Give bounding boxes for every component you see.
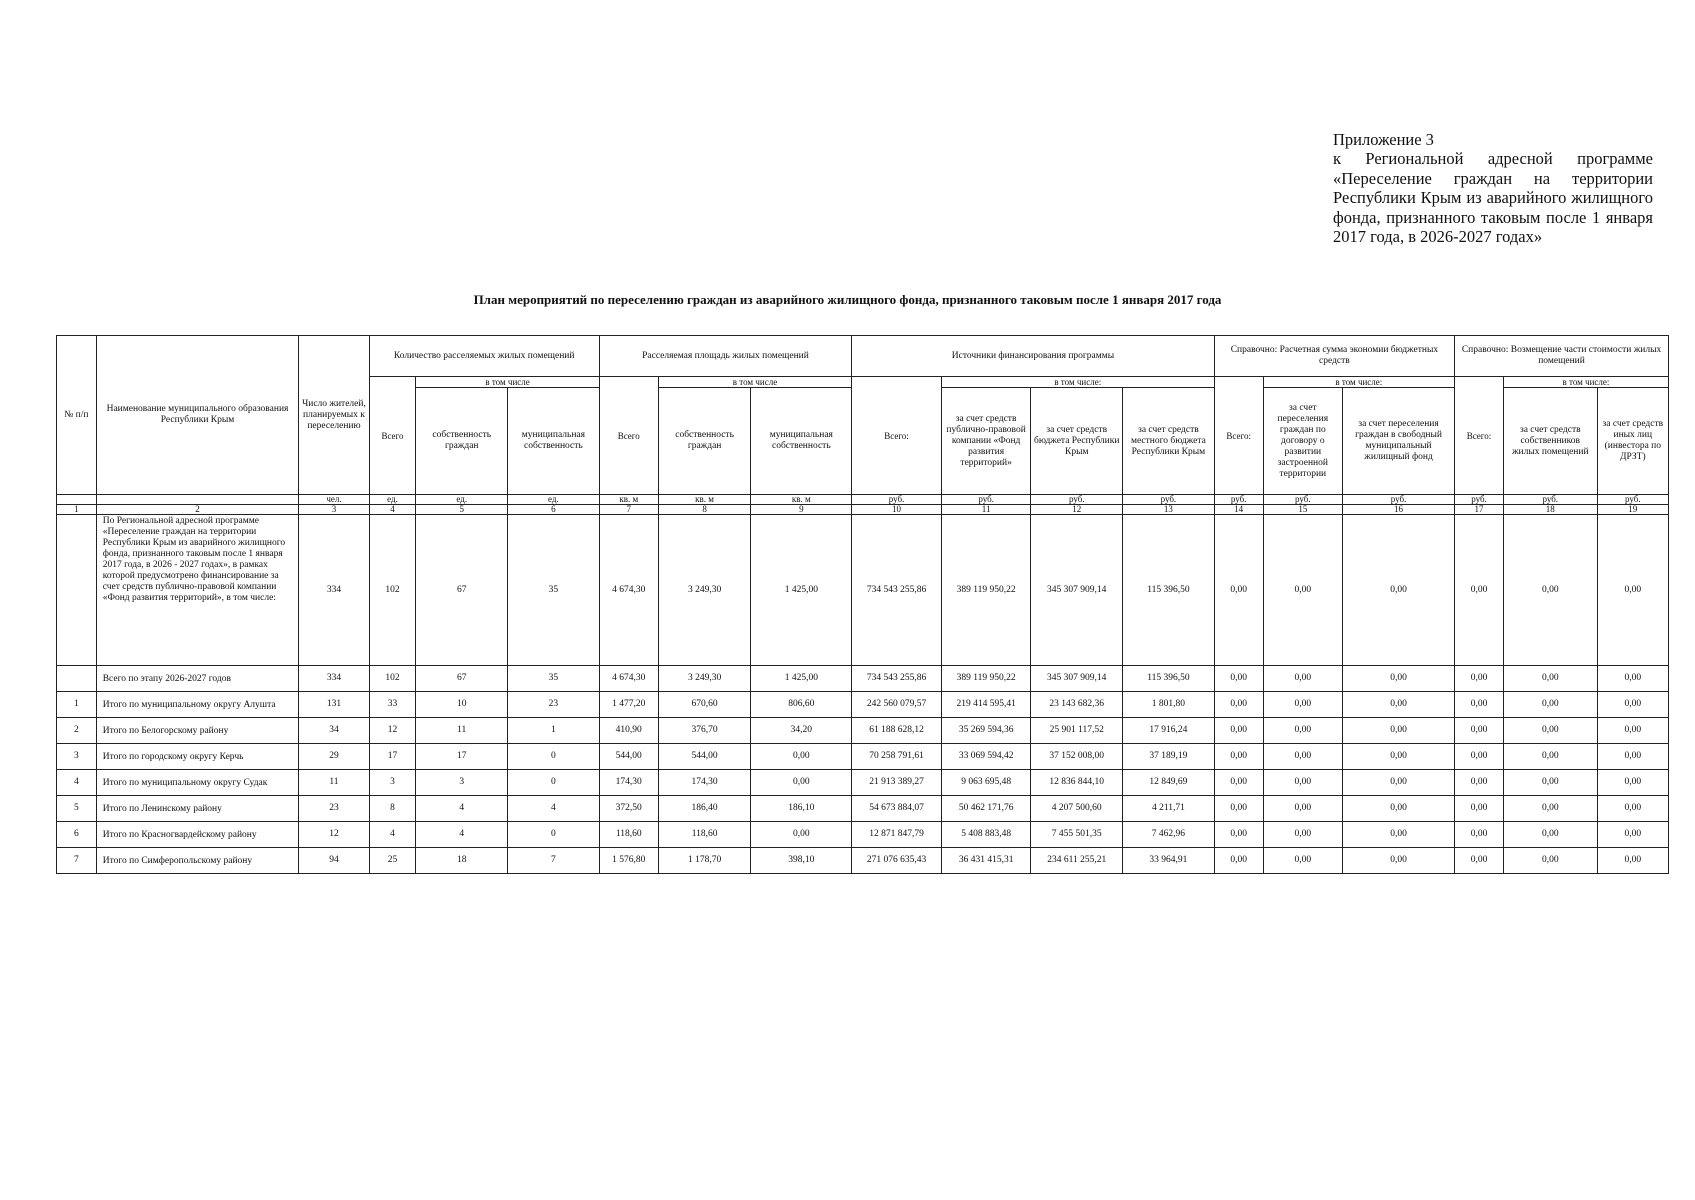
column-number: 17	[1455, 505, 1504, 515]
row-value: 102	[369, 515, 416, 666]
row-value: 0,00	[1597, 770, 1668, 796]
unit-cell: руб.	[1263, 495, 1342, 505]
row-value: 4 211,71	[1123, 796, 1215, 822]
row-value: 0,00	[1343, 718, 1455, 744]
column-number: 16	[1343, 505, 1455, 515]
row-value: 334	[299, 515, 369, 666]
row-value: 0,00	[1503, 718, 1597, 744]
row-value: 398,10	[751, 848, 852, 874]
row-name: Итого по муниципальному округу Алушта	[96, 692, 299, 718]
column-number: 1	[57, 505, 97, 515]
row-value: 67	[416, 666, 508, 692]
row-value: 734 543 255,86	[852, 515, 942, 666]
program-row	[57, 515, 1669, 666]
row-value: 4	[416, 822, 508, 848]
row-value: 0,00	[1214, 692, 1263, 718]
column-number: 9	[751, 505, 852, 515]
row-value: 0,00	[1214, 770, 1263, 796]
row-value: 174,30	[658, 770, 751, 796]
table-row	[57, 848, 1669, 874]
row-value: 94	[299, 848, 369, 874]
row-value: 35	[508, 666, 600, 692]
row-value: 118,60	[658, 822, 751, 848]
unit-cell: руб.	[1214, 495, 1263, 505]
row-value: 0,00	[1214, 666, 1263, 692]
header-savings-total: Всего:	[1214, 377, 1263, 495]
row-value: 1	[508, 718, 600, 744]
row-value: 36 431 415,31	[941, 848, 1031, 874]
row-value: 0	[508, 822, 600, 848]
row-value: 389 119 950,22	[941, 515, 1031, 666]
row-name: Итого по Красногвардейскому району	[96, 822, 299, 848]
column-number: 13	[1123, 505, 1215, 515]
header-finance-budget-local: за счет средств местного бюджета Республики Крым	[1123, 388, 1215, 495]
header-savings-contract: за счет переселения граждан по договору о развитии застроенной территории	[1263, 388, 1342, 495]
row-number: 7	[57, 848, 97, 874]
row-value: 0,00	[1263, 822, 1342, 848]
row-value: 0,00	[1263, 718, 1342, 744]
header-refund-total: Всего:	[1455, 377, 1504, 495]
row-value: 34	[299, 718, 369, 744]
row-value: 242 560 079,57	[852, 692, 942, 718]
row-name: Всего по этапу 2026-2027 годов	[96, 666, 299, 692]
row-value: 0,00	[1214, 848, 1263, 874]
unit-cell: руб.	[1455, 495, 1504, 505]
header-refund-incl: в том числе:	[1503, 377, 1668, 388]
row-name: Итого по Ленинскому району	[96, 796, 299, 822]
row-value: 0,00	[1263, 848, 1342, 874]
column-number: 11	[941, 505, 1031, 515]
row-value: 8	[369, 796, 416, 822]
row-value: 18	[416, 848, 508, 874]
unit-cell: руб.	[1343, 495, 1455, 505]
row-number	[57, 515, 97, 666]
row-value: 372,50	[599, 796, 658, 822]
column-number: 6	[508, 505, 600, 515]
row-value: 35	[508, 515, 600, 666]
unit-cell-blank	[96, 495, 299, 505]
row-value: 0,00	[1263, 692, 1342, 718]
table-row	[57, 718, 1669, 744]
row-value: 1 801,80	[1123, 692, 1215, 718]
row-value: 0,00	[1503, 848, 1597, 874]
unit-cell: ед.	[369, 495, 416, 505]
header-area-own: собственность граждан	[658, 388, 751, 495]
row-value: 0,00	[751, 770, 852, 796]
header-finance-incl: в том числе:	[941, 377, 1214, 388]
plan-table	[56, 335, 1669, 874]
appendix-label: Приложение 3	[1333, 130, 1434, 149]
header-finance-group: Источники финансирования программы	[852, 336, 1215, 377]
row-value: 4	[416, 796, 508, 822]
unit-cell: руб.	[1503, 495, 1597, 505]
column-number: 10	[852, 505, 942, 515]
table-row	[57, 744, 1669, 770]
row-value: 0,00	[1503, 822, 1597, 848]
column-number: 18	[1503, 505, 1597, 515]
row-value: 0,00	[1214, 744, 1263, 770]
row-value: 0,00	[1503, 692, 1597, 718]
row-value: 61 188 628,12	[852, 718, 942, 744]
row-value: 544,00	[658, 744, 751, 770]
row-value: 0,00	[751, 822, 852, 848]
row-number: 5	[57, 796, 97, 822]
row-value: 0,00	[1503, 515, 1597, 666]
row-value: 0,00	[1343, 848, 1455, 874]
column-number: 19	[1597, 505, 1668, 515]
table-row	[57, 796, 1669, 822]
row-value: 0,00	[1503, 666, 1597, 692]
row-value: 23 143 682,36	[1031, 692, 1123, 718]
header-residents: Число жителей, планируемых к переселению	[299, 336, 369, 495]
row-value: 0,00	[1263, 744, 1342, 770]
row-value: 174,30	[599, 770, 658, 796]
row-value: 1 576,80	[599, 848, 658, 874]
header-refund-owners: за счет средств собственников жилых помещений	[1503, 388, 1597, 495]
row-value: 0,00	[1214, 822, 1263, 848]
unit-cell: руб.	[1123, 495, 1215, 505]
row-value: 0,00	[1597, 796, 1668, 822]
row-value: 0,00	[1263, 770, 1342, 796]
row-value: 1 178,70	[658, 848, 751, 874]
row-value: 345 307 909,14	[1031, 515, 1123, 666]
row-value: 3	[369, 770, 416, 796]
row-value: 389 119 950,22	[941, 666, 1031, 692]
row-value: 5 408 883,48	[941, 822, 1031, 848]
units-row	[57, 495, 1669, 505]
row-name: Итого по муниципальному округу Судак	[96, 770, 299, 796]
row-name: Итого по Симферопольскому району	[96, 848, 299, 874]
unit-cell: чел.	[299, 495, 369, 505]
row-value: 0,00	[1455, 770, 1504, 796]
row-value: 806,60	[751, 692, 852, 718]
row-value: 25 901 117,52	[1031, 718, 1123, 744]
unit-cell: кв. м	[751, 495, 852, 505]
row-value: 0,00	[1597, 744, 1668, 770]
header-count-incl: в том числе	[416, 377, 599, 388]
header-savings-free-fund: за счет переселения граждан в свободный муниципальный жилищный фонд	[1343, 388, 1455, 495]
row-value: 1 425,00	[751, 515, 852, 666]
row-name: Итого по городскому округу Керчь	[96, 744, 299, 770]
column-number: 3	[299, 505, 369, 515]
row-value: 4	[369, 822, 416, 848]
row-value: 25	[369, 848, 416, 874]
row-value: 37 152 008,00	[1031, 744, 1123, 770]
row-value: 4 674,30	[599, 666, 658, 692]
row-value: 67	[416, 515, 508, 666]
row-value: 670,60	[658, 692, 751, 718]
row-value: 11	[299, 770, 369, 796]
unit-cell: руб.	[941, 495, 1031, 505]
row-value: 1 477,20	[599, 692, 658, 718]
table-row	[57, 666, 1669, 692]
row-value: 234 611 255,21	[1031, 848, 1123, 874]
row-value: 29	[299, 744, 369, 770]
row-number: 1	[57, 692, 97, 718]
row-value: 345 307 909,14	[1031, 666, 1123, 692]
row-value: 0,00	[1263, 666, 1342, 692]
row-value: 0,00	[1503, 770, 1597, 796]
header-finance-total: Всего:	[852, 377, 942, 495]
document-title: План мероприятий по переселению граждан из аварийного жилищного фонда, признанного таковым после 1 января 2017 года	[473, 292, 1222, 307]
row-number: 4	[57, 770, 97, 796]
row-value: 734 543 255,86	[852, 666, 942, 692]
row-value: 0,00	[1455, 718, 1504, 744]
header-savings-incl: в том числе:	[1263, 377, 1454, 388]
row-value: 10	[416, 692, 508, 718]
row-value: 0,00	[1343, 796, 1455, 822]
row-value: 3 249,30	[658, 515, 751, 666]
row-value: 0,00	[1343, 666, 1455, 692]
row-value: 219 414 595,41	[941, 692, 1031, 718]
column-numbers-row	[57, 505, 1669, 515]
row-value: 7 455 501,35	[1031, 822, 1123, 848]
row-value: 70 258 791,61	[852, 744, 942, 770]
row-value: 0,00	[1455, 848, 1504, 874]
row-value: 544,00	[599, 744, 658, 770]
header-area-group: Расселяемая площадь жилых помещений	[599, 336, 852, 377]
row-value: 0,00	[1503, 744, 1597, 770]
column-number: 8	[658, 505, 751, 515]
unit-cell: руб.	[852, 495, 942, 505]
column-number: 5	[416, 505, 508, 515]
appendix-text: к Региональной адресной программе «Переселение граждан на территории Республики Крым из аварийного жилищного фонда, признанного таковым после 1 января 2017 года, в 2026-2027 годах»	[1333, 149, 1653, 247]
row-value: 115 396,50	[1123, 515, 1215, 666]
row-value: 0,00	[1597, 692, 1668, 718]
row-value: 0,00	[1263, 515, 1342, 666]
column-number: 4	[369, 505, 416, 515]
unit-cell: кв. м	[599, 495, 658, 505]
header-count-municipal: муниципальная собственность	[508, 388, 600, 495]
row-value: 186,10	[751, 796, 852, 822]
row-value: 33 964,91	[1123, 848, 1215, 874]
row-value: 12 871 847,79	[852, 822, 942, 848]
header-finance-budget-rk: за счет средств бюджета Республики Крым	[1031, 388, 1123, 495]
row-value: 118,60	[599, 822, 658, 848]
row-value: 0	[508, 744, 600, 770]
row-value: 4 207 500,60	[1031, 796, 1123, 822]
row-value: 102	[369, 666, 416, 692]
row-number	[57, 666, 97, 692]
column-number: 14	[1214, 505, 1263, 515]
row-value: 35 269 594,36	[941, 718, 1031, 744]
row-value: 0,00	[1343, 770, 1455, 796]
row-value: 115 396,50	[1123, 666, 1215, 692]
row-value: 0	[508, 770, 600, 796]
row-value: 54 673 884,07	[852, 796, 942, 822]
row-value: 186,40	[658, 796, 751, 822]
row-value: 0,00	[1597, 822, 1668, 848]
header-area-total: Всего	[599, 377, 658, 495]
header-count-own: собственность граждан	[416, 388, 508, 495]
row-number: 6	[57, 822, 97, 848]
row-value: 12	[369, 718, 416, 744]
row-value: 0,00	[1455, 515, 1504, 666]
row-value: 23	[299, 796, 369, 822]
row-name: По Региональной адресной программе «Переселение граждан на территории Республики Крым из аварийного жилищного фонда, признанного таковым после 1 января 2017 года, в 2026 - 2027 годах», в рамках которой предусмотрено финансирование за счет средств публично-правовой компании «Фонд развития территорий», в том числе:	[96, 515, 299, 666]
header-refund-group: Справочно: Возмещение части стоимости жилых помещений	[1455, 336, 1669, 377]
plan-table-body	[57, 515, 1669, 874]
row-value: 0,00	[1455, 744, 1504, 770]
row-value: 7 462,96	[1123, 822, 1215, 848]
row-value: 33	[369, 692, 416, 718]
row-name: Итого по Белогорскому району	[96, 718, 299, 744]
table-row	[57, 822, 1669, 848]
row-value: 0,00	[1597, 718, 1668, 744]
column-number: 12	[1031, 505, 1123, 515]
row-value: 11	[416, 718, 508, 744]
row-value: 34,20	[751, 718, 852, 744]
appendix-block	[1333, 130, 1653, 246]
unit-cell: кв. м	[658, 495, 751, 505]
row-value: 1 425,00	[751, 666, 852, 692]
row-value: 0,00	[1597, 848, 1668, 874]
row-value: 131	[299, 692, 369, 718]
row-value: 0,00	[1263, 796, 1342, 822]
row-value: 0,00	[751, 744, 852, 770]
row-value: 3	[416, 770, 508, 796]
header-name: Наименование муниципального образования Республики Крым	[96, 336, 299, 495]
row-value: 0,00	[1455, 692, 1504, 718]
row-value: 12 836 844,10	[1031, 770, 1123, 796]
header-savings-group: Справочно: Расчетная сумма экономии бюджетных средств	[1214, 336, 1454, 377]
row-value: 4	[508, 796, 600, 822]
unit-cell: ед.	[416, 495, 508, 505]
row-value: 12	[299, 822, 369, 848]
row-value: 0,00	[1343, 822, 1455, 848]
column-number: 15	[1263, 505, 1342, 515]
row-value: 17	[369, 744, 416, 770]
row-value: 0,00	[1343, 692, 1455, 718]
row-value: 0,00	[1455, 666, 1504, 692]
unit-cell: руб.	[1597, 495, 1668, 505]
row-value: 0,00	[1455, 822, 1504, 848]
unit-cell: руб.	[1031, 495, 1123, 505]
column-number: 7	[599, 505, 658, 515]
row-number: 2	[57, 718, 97, 744]
row-value: 17 916,24	[1123, 718, 1215, 744]
row-value: 0,00	[1214, 718, 1263, 744]
row-value: 0,00	[1503, 796, 1597, 822]
row-value: 410,90	[599, 718, 658, 744]
unit-cell-blank	[57, 495, 97, 505]
header-area-incl: в том числе	[658, 377, 851, 388]
row-value: 3 249,30	[658, 666, 751, 692]
row-value: 21 913 389,27	[852, 770, 942, 796]
row-value: 33 069 594,42	[941, 744, 1031, 770]
row-number: 3	[57, 744, 97, 770]
row-value: 0,00	[1343, 744, 1455, 770]
column-number: 2	[96, 505, 299, 515]
unit-cell: ед.	[508, 495, 600, 505]
row-value: 9 063 695,48	[941, 770, 1031, 796]
table-row	[57, 770, 1669, 796]
row-value: 23	[508, 692, 600, 718]
row-value: 376,70	[658, 718, 751, 744]
row-value: 50 462 171,76	[941, 796, 1031, 822]
row-value: 0,00	[1597, 515, 1668, 666]
row-value: 0,00	[1343, 515, 1455, 666]
header-area-municipal: муниципальная собственность	[751, 388, 852, 495]
row-value: 271 076 635,43	[852, 848, 942, 874]
row-value: 4 674,30	[599, 515, 658, 666]
row-value: 0,00	[1597, 666, 1668, 692]
row-value: 37 189,19	[1123, 744, 1215, 770]
row-value: 7	[508, 848, 600, 874]
table-row	[57, 692, 1669, 718]
row-value: 17	[416, 744, 508, 770]
row-value: 12 849,69	[1123, 770, 1215, 796]
header-no: № п/п	[57, 336, 97, 495]
header-refund-other: за счет средств иных лиц (инвестора по ДРЗТ)	[1597, 388, 1668, 495]
header-count-total: Всего	[369, 377, 416, 495]
row-value: 0,00	[1214, 796, 1263, 822]
row-value: 334	[299, 666, 369, 692]
row-value: 0,00	[1455, 796, 1504, 822]
header-finance-fund: за счет средств публично-правовой компании «Фонд развития территорий»	[941, 388, 1031, 495]
row-value: 0,00	[1214, 515, 1263, 666]
header-count-group: Количество расселяемых жилых помещений	[369, 336, 599, 377]
